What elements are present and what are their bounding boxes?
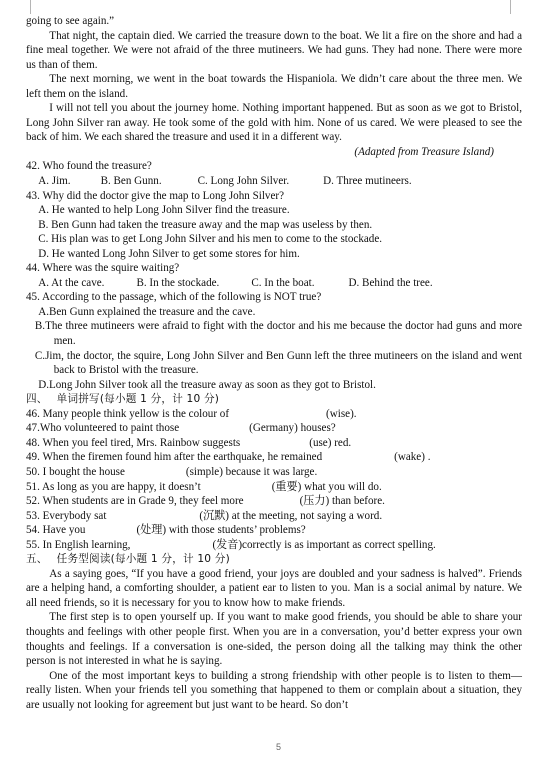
- story-paragraph: The next morning, we went in the boat towards the Hispaniola. We didn’t care about the three men. We left them on the island.: [26, 73, 522, 100]
- question-45: 45. According to the passage, which of the following is NOT true?: [26, 291, 322, 304]
- fill-item-50: 50. I bought the house (simple) because it was large.: [26, 465, 318, 478]
- story-paragraph: That night, the captain died. We carried the treasure down to the boat. We lit a fire on the shore and had a fine meal together. We were not afraid of the three mutineers. We had guns. They had none. There were more us than of them.: [26, 29, 522, 71]
- option: B. Ben Gunn had taken the treasure away and the map was useless by then.: [38, 218, 373, 231]
- story-line: going to see again.”: [26, 15, 115, 27]
- option: C. Long John Silver.: [197, 175, 290, 188]
- page-number: 5: [275, 742, 281, 752]
- options-42: [26, 174, 522, 189]
- question-44: 44. Where was the squire waiting?: [26, 262, 180, 275]
- question-42: 42. Who found the treasure?: [26, 160, 152, 173]
- margin-corner-mark-right: [510, 0, 521, 14]
- option: B.The three mutineers were afraid to fight with the doctor and his me because the doctor had guns and more men.: [34, 320, 522, 348]
- option: B. In the stockade.: [136, 276, 220, 289]
- fill-item-51: 51. As long as you are happy, it doesn’t (重要) what you will do.: [26, 480, 382, 493]
- fill-item-55: 55. In English learning, (发音)correctly is as important as correct spelling.: [26, 538, 436, 551]
- option: C.Jim, the doctor, the squire, Long John Silver and Ben Gunn left the three mutineers on the island and went back to Bristol with the treasure.: [34, 349, 522, 377]
- fill-item-53: 53. Everybody sat (沉默) at the meeting, not saying a word.: [26, 509, 383, 522]
- section-5-title: 五、 任务型阅读(每小题 1 分，计 10 分): [26, 553, 230, 566]
- margin-corner-mark-left: [20, 0, 31, 14]
- option: A. At the cave.: [38, 276, 105, 289]
- option: C. His plan was to get Long John Silver and his men to come to the stockade.: [38, 233, 383, 246]
- reading-paragraph: As a saying goes, “If you have a good friend, your joys are doubled and your sadness is halved”. Friends are a helping hand, a comforting shoulder, a patient ear to listen to you. Man is a social animal by nature. We all need friends, so it is necessary for you to know how to make friends.: [26, 567, 522, 609]
- option: D. Behind the tree.: [348, 276, 433, 289]
- story-paragraph: I will not tell you about the journey home. Nothing important happened. But as soon as we got to Bristol, Long John Silver ran away. He took some of the gold with him. None of us cared. We were pleased to see the back of him. We each shared the treasure and used it in a different way.: [26, 102, 522, 144]
- fill-item-49: 49. When the firemen found him after the earthquake, he remained (wake) .: [26, 451, 431, 464]
- source-note: (Adapted from Treasure Island): [354, 145, 494, 158]
- fill-item-52: 52. When students are in Grade 9, they feel more (压力) than before.: [26, 495, 385, 508]
- option: C. In the boat.: [251, 276, 315, 289]
- option: B. Ben Gunn.: [100, 175, 162, 188]
- option: D. Three mutineers.: [323, 175, 412, 188]
- fill-item-48: 48. When you feel tired, Mrs. Rainbow suggests (use) red.: [26, 436, 352, 449]
- reading-paragraph: The first step is to open yourself up. If you want to make good friends, you should be able to share your thoughts and feelings with other people first. When you are in a conversation, you’d better express your own thoughts and feelings. If a conversation is one-sided, the person doing all the talking may think the other person is not interested in what he is saying.: [26, 611, 522, 668]
- fill-item-46: 46. Many people think yellow is the colour of (wise).: [26, 407, 357, 420]
- options-44: [26, 276, 522, 291]
- question-43: 43. Why did the doctor give the map to Long John Silver?: [26, 189, 284, 202]
- option: D.Long John Silver took all the treasure away as soon as they got to Bristol.: [38, 378, 376, 391]
- reading-paragraph: One of the most important keys to building a strong friendship with other people is to listen to them—really listen. When your friends tell you something that happened to them or complain about a situation, they are usually not looking for agreement but just want to be heard. So don’t: [26, 669, 522, 711]
- fill-item-47: 47.Who volunteered to paint those (Germany) houses?: [26, 422, 336, 435]
- option: A. He wanted to help Long John Silver find the treasure.: [38, 204, 290, 217]
- option: A. Jim.: [38, 175, 71, 188]
- fill-item-54: 54. Have you (处理) with those students’ problems?: [26, 524, 306, 537]
- section-4-title: 四、 单词拼写(每小题 1 分，计 10 分): [26, 393, 220, 406]
- option: A.Ben Gunn explained the treasure and the cave.: [38, 305, 256, 318]
- page-content: [26, 14, 522, 712]
- option: D. He wanted Long John Silver to get some stores for him.: [38, 247, 300, 260]
